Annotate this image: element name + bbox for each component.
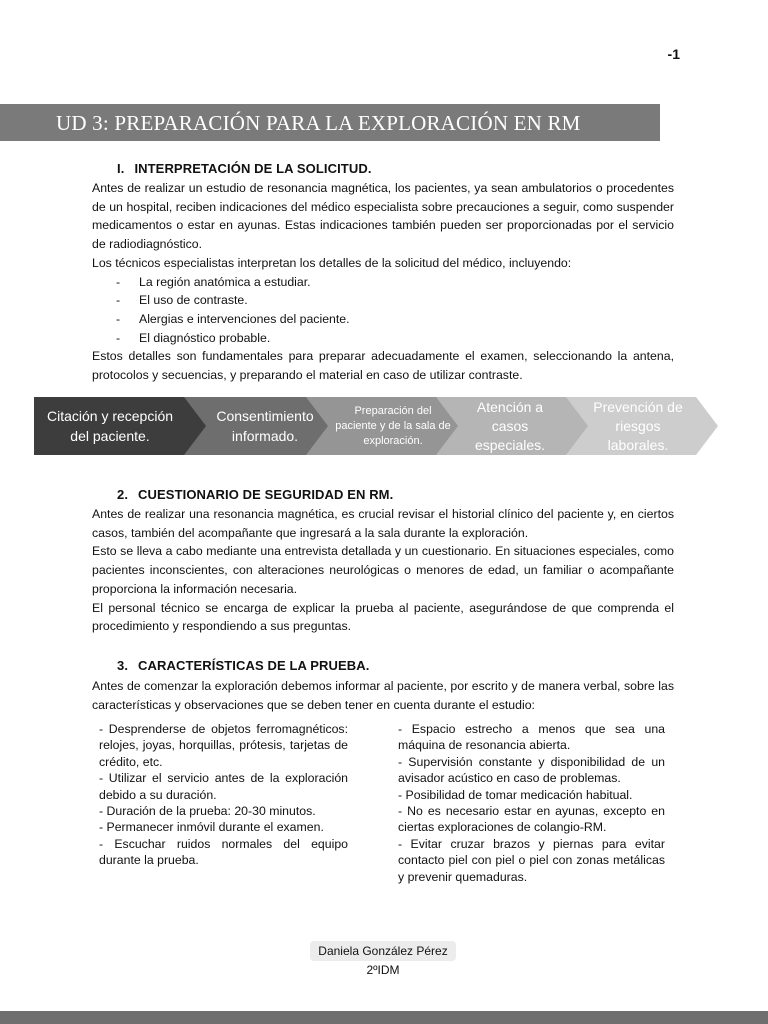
test-features-left-column bbox=[99, 721, 348, 869]
section-2-paragraph: Esto se lleva a cabo mediante una entrevista detallada y un cuestionario. En situaciones especiales, como pacientes inconscientes, con alteraciones neurológicas o menores de edad, un familiar o acompañante proporciona la información necesaria. bbox=[92, 544, 674, 596]
list-item: - El diagnóstico probable. bbox=[92, 329, 674, 348]
section-2-paragraph: El personal técnico se encarga de explicar la prueba al paciente, asegurándose de que comprenda el procedimiento y respondiendo a sus preguntas. bbox=[92, 600, 674, 634]
section-3-heading bbox=[117, 658, 369, 673]
section-2-number: 2. bbox=[117, 487, 129, 502]
bottom-bar bbox=[0, 1011, 768, 1024]
feature-item: - Duración de la prueba: 20-30 minutos. bbox=[99, 804, 316, 819]
feature-item: - Permanecer inmóvil durante el examen. bbox=[99, 820, 324, 835]
test-features-right-column bbox=[398, 721, 665, 885]
class-label: 2ºIDM bbox=[366, 963, 400, 977]
feature-item: - Espacio estrecho a menos que sea una máquina de resonancia abierta. bbox=[398, 722, 665, 753]
section-1-paragraph: Los técnicos especialistas interpretan los detalles de la solicitud del médico, incluyendo: bbox=[92, 255, 572, 270]
feature-item: - No es necesario estar en ayunas, excepto en ciertas exploraciones de colangio-RM. bbox=[398, 804, 665, 835]
flow-step-label: Prevención de riesgos laborales. bbox=[593, 398, 683, 453]
section-3-body bbox=[92, 677, 674, 714]
page-number: -1 bbox=[667, 46, 680, 62]
feature-item: - Posibilidad de tomar medicación habitual. bbox=[398, 787, 633, 802]
page-title: UD 3: PREPARACIÓN PARA LA EXPLORACIÓN EN RM bbox=[56, 111, 581, 135]
title-bar bbox=[0, 104, 660, 141]
section-3-number: 3. bbox=[117, 658, 129, 673]
process-flow bbox=[34, 397, 724, 455]
list-item: - La región anatómica a estudiar. bbox=[92, 273, 674, 292]
feature-item: - Escuchar ruidos normales del equipo durante la prueba. bbox=[99, 836, 348, 868]
section-2-heading bbox=[117, 487, 393, 502]
section-1-paragraph: Antes de realizar un estudio de resonancia magnética, los pacientes, ya sean ambulatorios o procedentes de un hospital, reciben indicaciones del médico especialista sobre precauciones a seguir, como suspender medicamentos o estar en ayunas. Estas indicaciones también pueden ser proporcionadas por el servicio de radiodiagnóstico. bbox=[92, 181, 674, 252]
feature-item: - Evitar cruzar brazos y piernas para evitar contacto piel con piel o piel con zonas metálicas y prevenir quemaduras. bbox=[398, 836, 665, 884]
flow-step-label: Citación y recepción del paciente. bbox=[46, 408, 174, 444]
flow-step-label: Consentimiento informado. bbox=[216, 408, 314, 444]
flow-step-label: Atención a casos especiales. bbox=[474, 398, 546, 453]
section-1-paragraph: Estos detalles son fundamentales para preparar adecuadamente el examen, seleccionando la antena, protocolos y secuencias, y preparando el material en caso de utilizar contraste. bbox=[92, 349, 674, 383]
section-1-body bbox=[92, 179, 674, 385]
flow-step-label: Preparación del paciente y de la sala de exploración. bbox=[335, 404, 451, 447]
section-2-paragraph: Antes de realizar una resonancia magnética, es crucial revisar el historial clínico del paciente y, en ciertos casos, también del acompañante que ingresará a la sala durante la exploración. bbox=[92, 507, 674, 540]
section-2-title: CUESTIONARIO DE SEGURIDAD EN RM. bbox=[138, 487, 394, 502]
section-2-body bbox=[92, 505, 674, 636]
list-item: - Alergias e intervenciones del paciente. bbox=[92, 310, 674, 329]
author-name: Daniela González Pérez bbox=[310, 941, 456, 961]
request-details-list bbox=[92, 273, 674, 348]
section-3-paragraph: Antes de comenzar la exploración debemos informar al paciente, por escrito y de manera verbal, sobre las características y observaciones que se deben tener en cuenta durante el estudio: bbox=[92, 679, 674, 712]
section-1-title: INTERPRETACIÓN DE LA SOLICITUD. bbox=[134, 161, 372, 176]
section-1-heading bbox=[117, 161, 372, 176]
section-1-number: I. bbox=[117, 161, 125, 176]
list-item: - El uso de contraste. bbox=[92, 291, 674, 310]
feature-item: - Supervisión constante y disponibilidad de un avisador acústico en caso de problemas. bbox=[398, 754, 665, 786]
feature-item: - Desprenderse de objetos ferromagnéticos: relojes, joyas, horquillas, prótesis, tarjetas de crédito, etc. bbox=[99, 722, 348, 769]
section-3-title: CARACTERÍSTICAS DE LA PRUEBA. bbox=[138, 658, 370, 673]
feature-item: - Utilizar el servicio antes de la exploración debido a su duración. bbox=[99, 771, 348, 802]
